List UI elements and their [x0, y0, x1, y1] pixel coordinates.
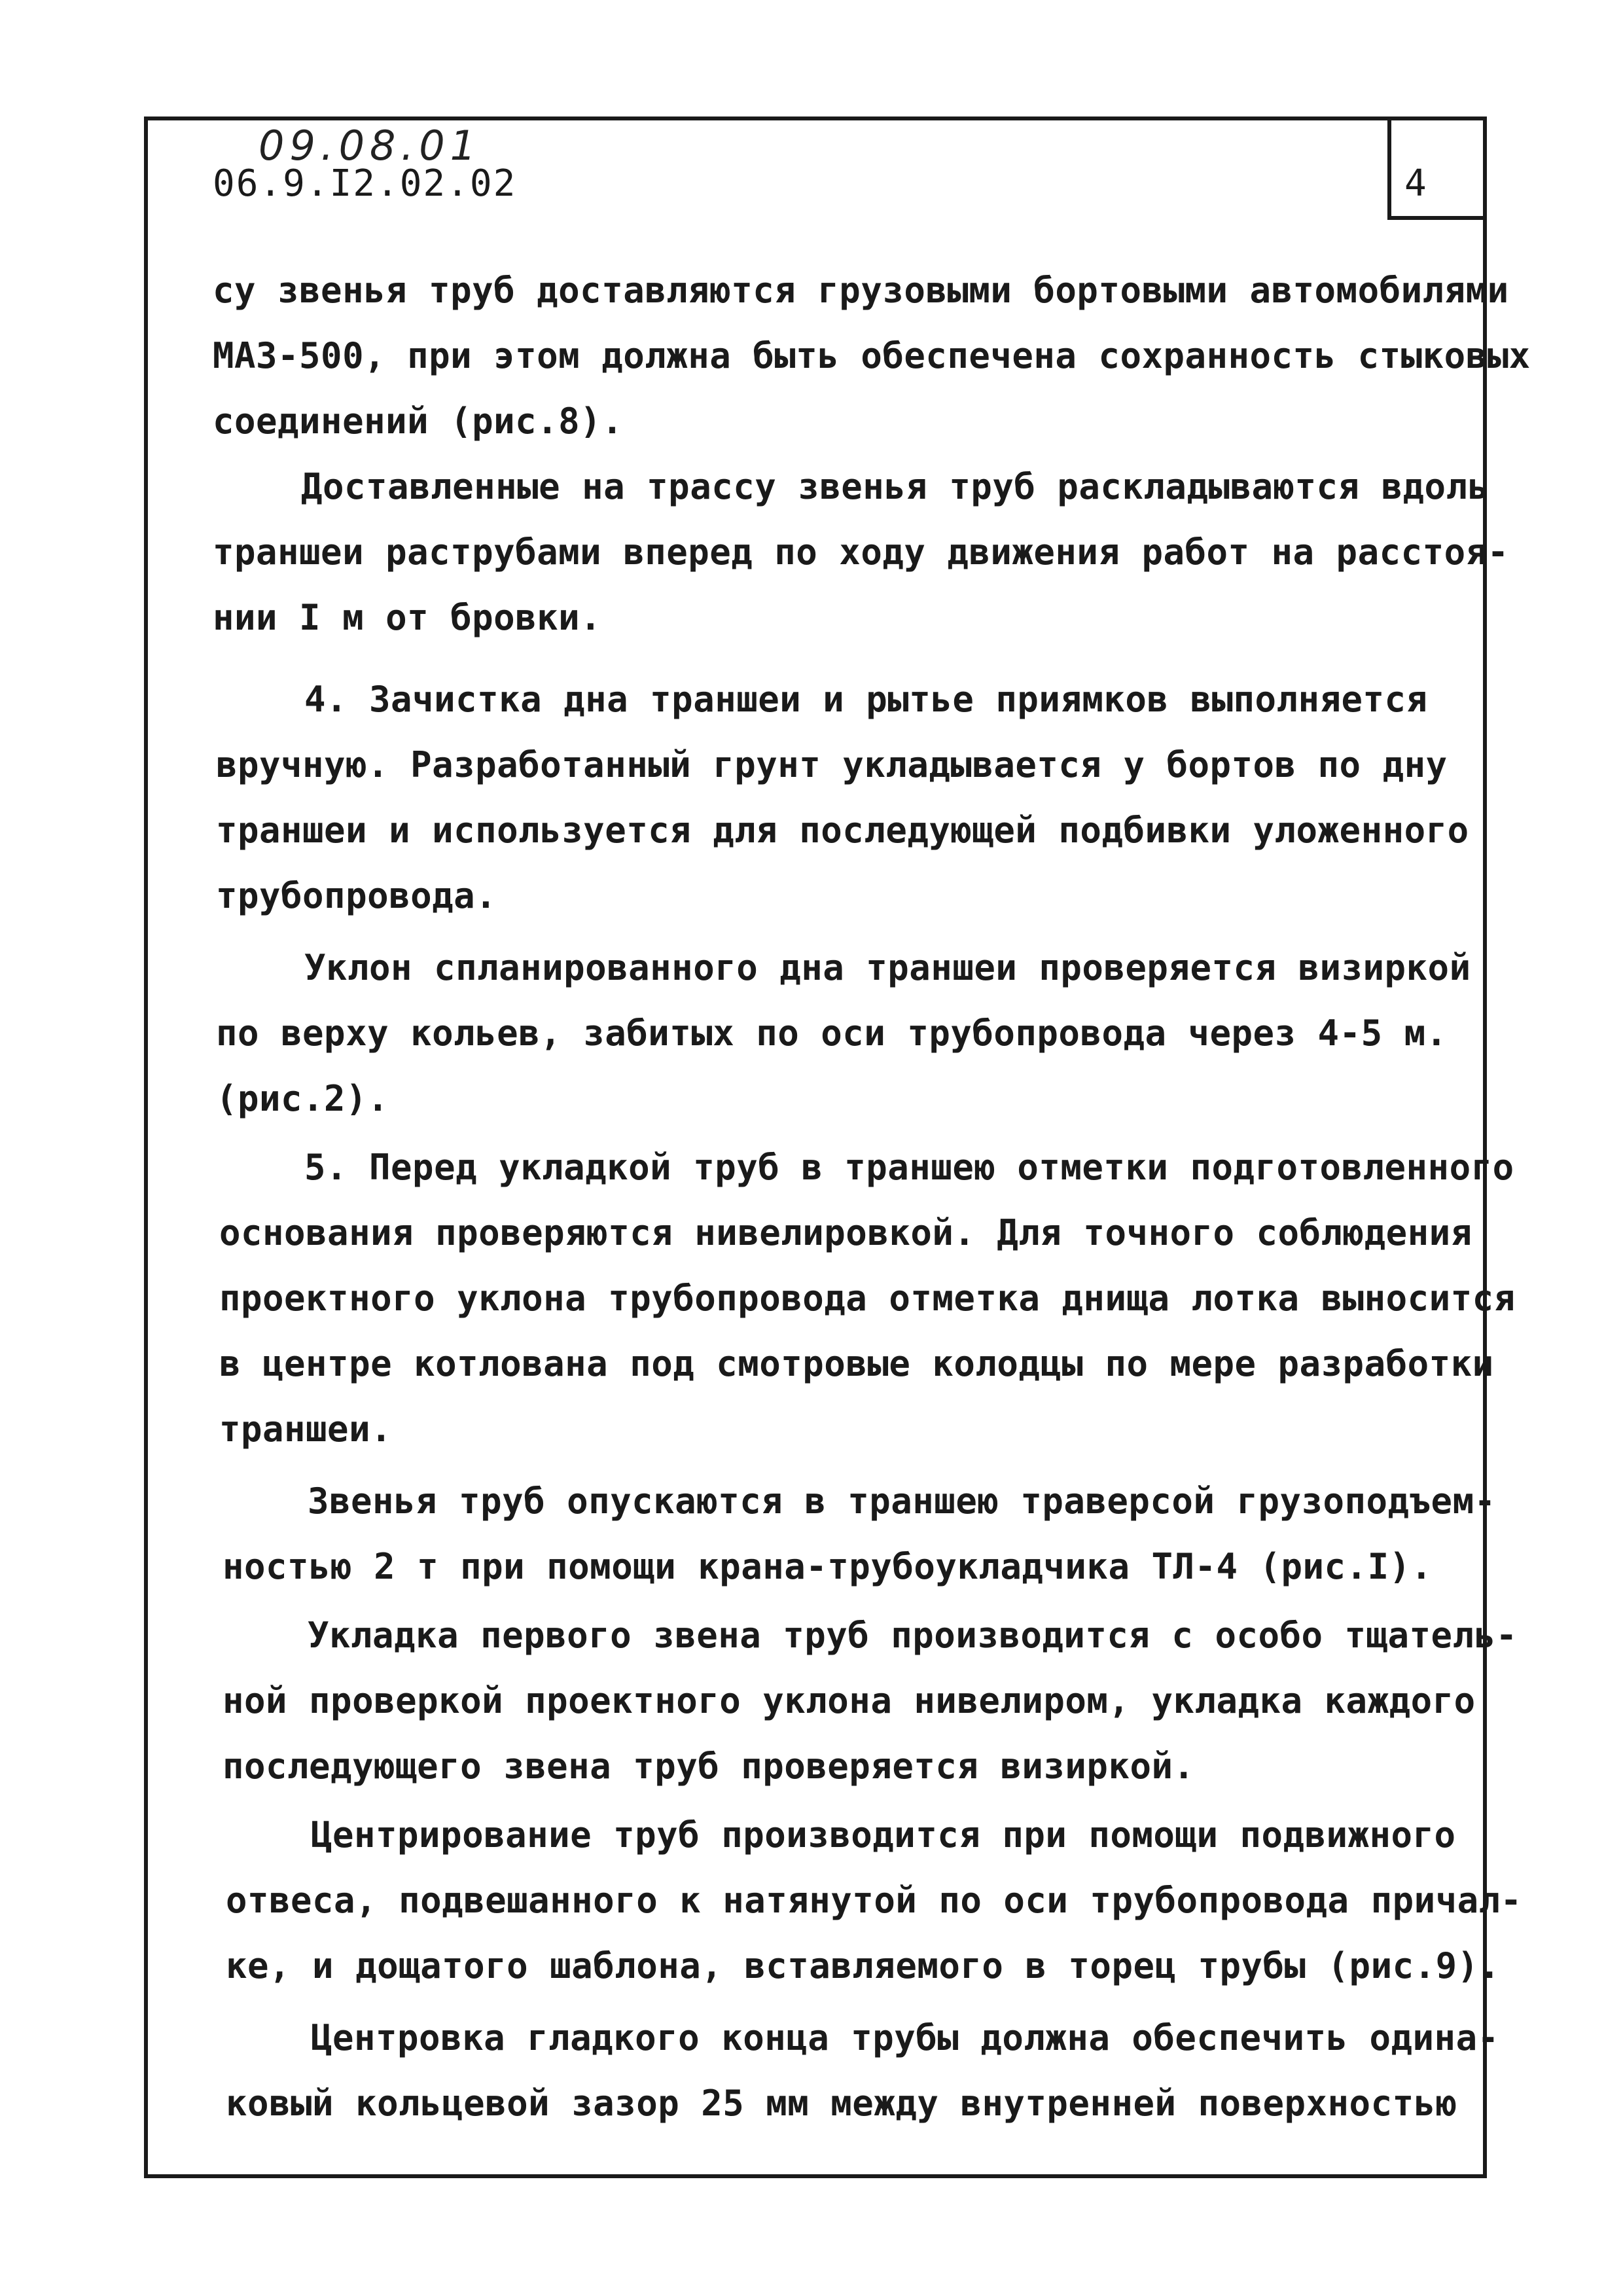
- body-line: ностью 2 т при помощи крана-трубоукладчика ТЛ-4 (рис.I).: [223, 1546, 1433, 1587]
- body-line: соединений (рис.8).: [213, 401, 624, 442]
- page-number-box: [1387, 117, 1487, 220]
- body-line: вручную. Разработанный грунт укладывается у бортов по дну: [216, 744, 1448, 785]
- body-line: Звенья труб опускаются в траншею траверсой грузоподъем-: [308, 1480, 1496, 1522]
- body-line: 4. Зачистка дна траншеи и рытье приямков выполняется: [304, 679, 1428, 720]
- handwritten-code: 09.08.01: [259, 122, 482, 170]
- body-line: отвеса, подвешанного к натянутой по оси трубопровода причал-: [226, 1880, 1522, 1921]
- page-number: 4: [1404, 162, 1427, 205]
- body-line: последующего звена труб проверяется визиркой.: [223, 1746, 1195, 1787]
- body-line: нии I м от бровки.: [213, 597, 602, 638]
- body-line: Укладка первого звена труб производится с особо тщатель-: [308, 1615, 1518, 1656]
- body-line: Уклон спланированного дна траншеи проверяется визиркой: [304, 947, 1471, 988]
- body-line: Центровка гладкого конца трубы должна обеспечить одина-: [311, 2017, 1499, 2058]
- body-line: (рис.2).: [216, 1078, 389, 1119]
- body-line: су звенья труб доставляются грузовыми бортовыми автомобилями: [213, 270, 1509, 311]
- body-line: ковый кольцевой зазор 25 мм между внутренней поверхностью: [226, 2083, 1457, 2124]
- body-line: основания проверяются нивелировкой. Для точного соблюдения: [219, 1212, 1472, 1253]
- body-line: трубопровода.: [216, 875, 497, 916]
- document-code: 06.9.I2.02.02: [213, 162, 517, 205]
- body-line: ке, и дощатого шаблона, вставляемого в торец трубы (рис.9).: [226, 1945, 1501, 1986]
- body-line: траншеи.: [219, 1408, 393, 1450]
- body-line: МАЗ-500, при этом должна быть обеспечена сохранность стыковых: [213, 335, 1531, 376]
- body-line: в центре котлована под смотровые колодцы по мере разработки: [219, 1343, 1494, 1384]
- body-line: Центрирование труб производится при помощи подвижного: [311, 1814, 1456, 1856]
- body-line: 5. Перед укладкой труб в траншею отметки подготовленного: [304, 1147, 1514, 1188]
- body-line: Доставленные на трассу звенья труб раскладываются вдоль: [301, 466, 1489, 507]
- body-line: траншеи и используется для последующей подбивки уложенного: [216, 810, 1469, 851]
- body-line: ной проверкой проектного уклона нивелиром, укладка каждого: [223, 1680, 1476, 1721]
- body-line: траншеи раструбами вперед по ходу движения работ на расстоя-: [213, 531, 1509, 573]
- body-line: проектного уклона трубопровода отметка днища лотка выносится: [219, 1278, 1516, 1319]
- body-line: по верху кольев, забитых по оси трубопровода через 4-5 м.: [216, 1013, 1448, 1054]
